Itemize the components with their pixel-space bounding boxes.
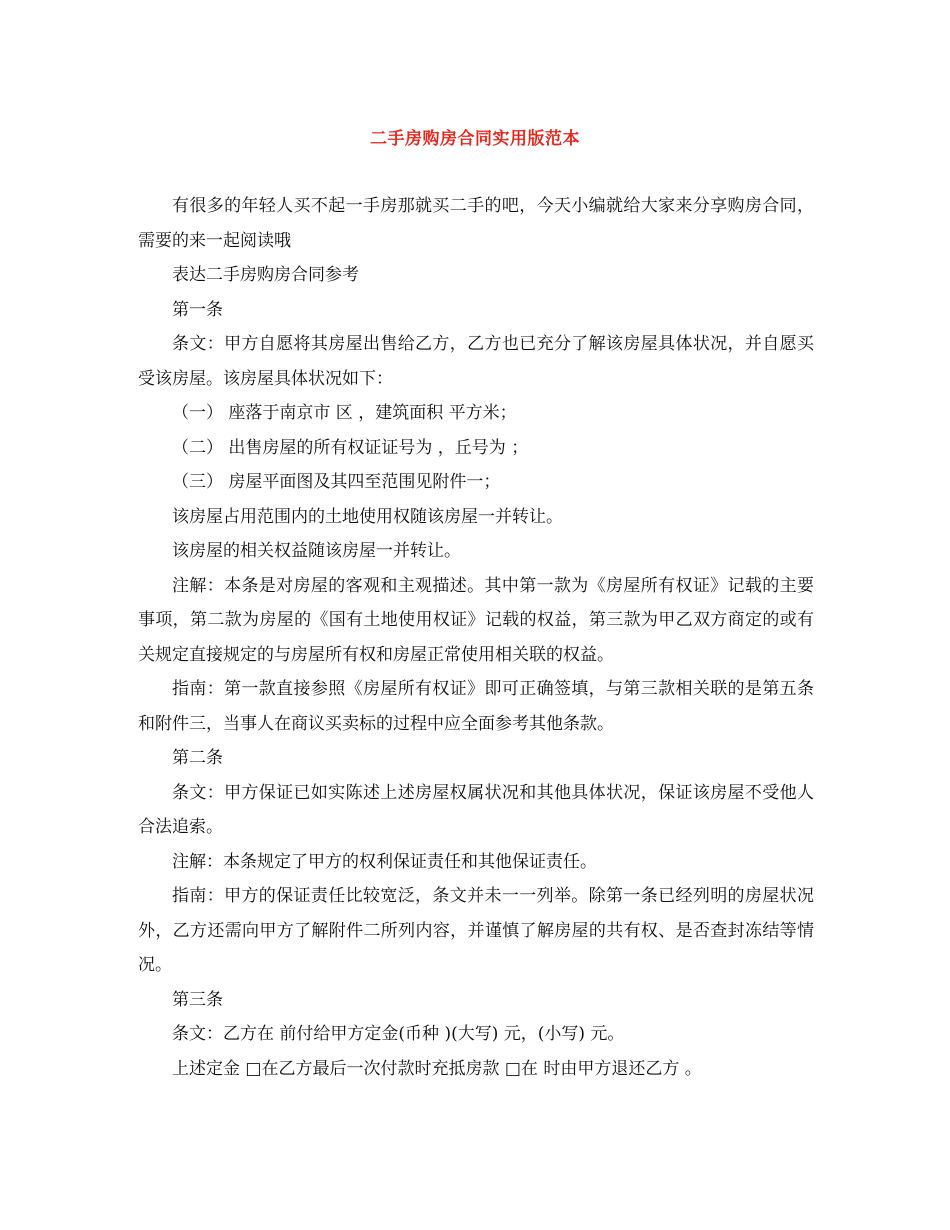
article-3-clause: 条文：乙方在 前付给甲方定金(币种 )(大写) 元，(小写) 元。 (172, 1024, 625, 1044)
article-1-guide: 指南：第一款直接参照《房屋所有权证》即可正确签填，与第三款相关联的是第五条和附件三，当事人在商议买卖标的过程中应全面参考其他条款。 (138, 679, 814, 734)
intro-paragraph: 有很多的年轻人买不起一手房那就买二手的吧，今天小编就给大家来分享购房合同，需要的来一起阅读哦 (138, 196, 814, 251)
article-1-heading: 第一条 (172, 299, 223, 320)
reference-heading: 表达二手房购房合同参考 (172, 265, 359, 285)
article-1-clause: 条文：甲方自愿将其房屋出售给乙方，乙方也已充分了解该房屋具体状况，并自愿买受该房屋。该房屋具体状况如下： (138, 334, 814, 389)
article-2-clause: 条文：甲方保证已如实陈述上述房屋权属状况和其他具体状况，保证该房屋不受他人合法追索。 (138, 782, 814, 837)
document-body (138, 189, 814, 1086)
article-1-land-rights: 该房屋占用范围内的土地使用权随该房屋一并转让。 (172, 506, 563, 527)
document-title: 二手房购房合同实用版范本 (370, 129, 580, 149)
article-2-heading: 第二条 (172, 748, 223, 768)
article-3-deposit-options: 上述定金 □在乙方最后一次付款时充抵房款 □在 时由甲方退还乙方 。 (172, 1058, 702, 1079)
article-1-item-3: （三） 房屋平面图及其四至范围见附件一； (172, 472, 501, 492)
article-1-item-2: （二） 出售房屋的所有权证证号为 ，丘号为 ； (172, 437, 529, 458)
article-1-note: 注解：本条是对房屋的客观和主观描述。其中第一款为《房屋所有权证》记载的主要事项，第二款为房屋的《国有土地使用权证》记载的权益，第三款为甲乙双方商定的或有关规定直接规定的与房屋所有权和房屋正常使用相关联的权益。 (138, 575, 814, 665)
article-2-guide: 指南：甲方的保证责任比较宽泛，条文并未一一列举。除第一条已经列明的房屋状况外，乙方还需向甲方了解附件二所列内容，并谨慎了解房屋的共有权、是否查封冻结等情况。 (138, 886, 814, 975)
article-1-related-rights: 该房屋的相关权益随该房屋一并转让。 (172, 541, 461, 561)
article-1-item-1: （一） 座落于南京市 区 ，建筑面积 平方米； (172, 403, 517, 423)
article-2-note: 注解：本条规定了甲方的权利保证责任和其他保证责任。 (172, 851, 597, 872)
article-3-heading: 第三条 (172, 989, 223, 1010)
